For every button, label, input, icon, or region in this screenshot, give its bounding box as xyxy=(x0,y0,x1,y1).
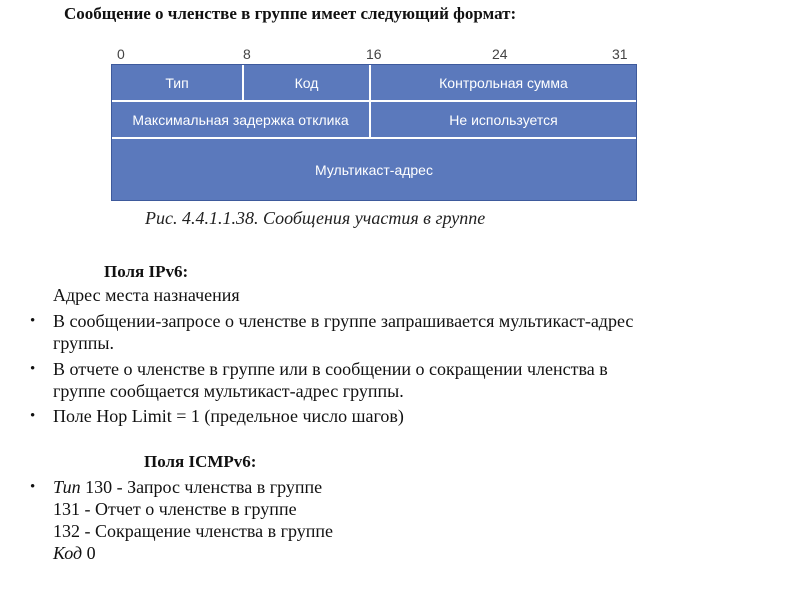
type-130-text: 130 - Запрос членства в группе xyxy=(85,477,323,497)
code-value: 0 xyxy=(86,543,96,563)
icmpv6-type-132: 132 - Сокращение членства в группе xyxy=(53,521,334,541)
ipv6-bullet-1-line-1: В сообщении-запросе о членстве в группе запрашивается мультикаст-адрес xyxy=(53,311,634,331)
bit-mark-8: 8 xyxy=(243,46,251,62)
ipv6-bullet-2-line-2: группе сообщается мультикаст-адрес группы. xyxy=(53,381,404,401)
ipv6-section-title: Поля IPv6: xyxy=(104,262,189,281)
bit-mark-16: 16 xyxy=(366,46,382,62)
ipv6-bullet-2-line-1: В отчете о членстве в группе или в сообщении о сокращении членства в xyxy=(53,359,608,379)
icmpv6-section-title: Поля ICMPv6: xyxy=(144,452,257,471)
bullet-marker: • xyxy=(30,479,36,495)
message-format-diagram xyxy=(111,64,637,201)
field-unused: Не используется xyxy=(371,102,636,139)
field-multicast-address: Мультикаст-адрес xyxy=(315,161,433,178)
field-max-delay: Максимальная задержка отклика xyxy=(112,102,371,139)
field-type: Тип xyxy=(112,65,244,102)
bullet-marker: • xyxy=(30,361,36,377)
ipv6-intro: Адрес места назначения xyxy=(53,285,240,305)
icmpv6-type-130 xyxy=(53,476,322,498)
field-code: Код xyxy=(244,65,371,102)
bit-mark-31: 31 xyxy=(612,46,628,62)
code-label: Код xyxy=(53,543,83,563)
ipv6-bullet-1-line-2: группы. xyxy=(53,333,115,353)
bullet-marker: • xyxy=(30,313,36,329)
page-heading: Сообщение о членстве в группе имеет следующий формат: xyxy=(64,4,517,23)
bit-mark-24: 24 xyxy=(492,46,508,62)
figure-caption: Рис. 4.4.1.1.38. Сообщения участия в группе xyxy=(145,208,486,228)
field-checksum: Контрольная сумма xyxy=(371,65,636,102)
bullet-marker: • xyxy=(30,408,36,424)
icmpv6-code xyxy=(53,542,96,564)
icmpv6-type-131: 131 - Отчет о членстве в группе xyxy=(53,499,297,519)
bit-mark-0: 0 xyxy=(117,46,125,62)
ipv6-bullet-3: Поле Hop Limit = 1 (предельное число шагов) xyxy=(53,406,404,426)
type-label: Тип xyxy=(53,477,81,497)
